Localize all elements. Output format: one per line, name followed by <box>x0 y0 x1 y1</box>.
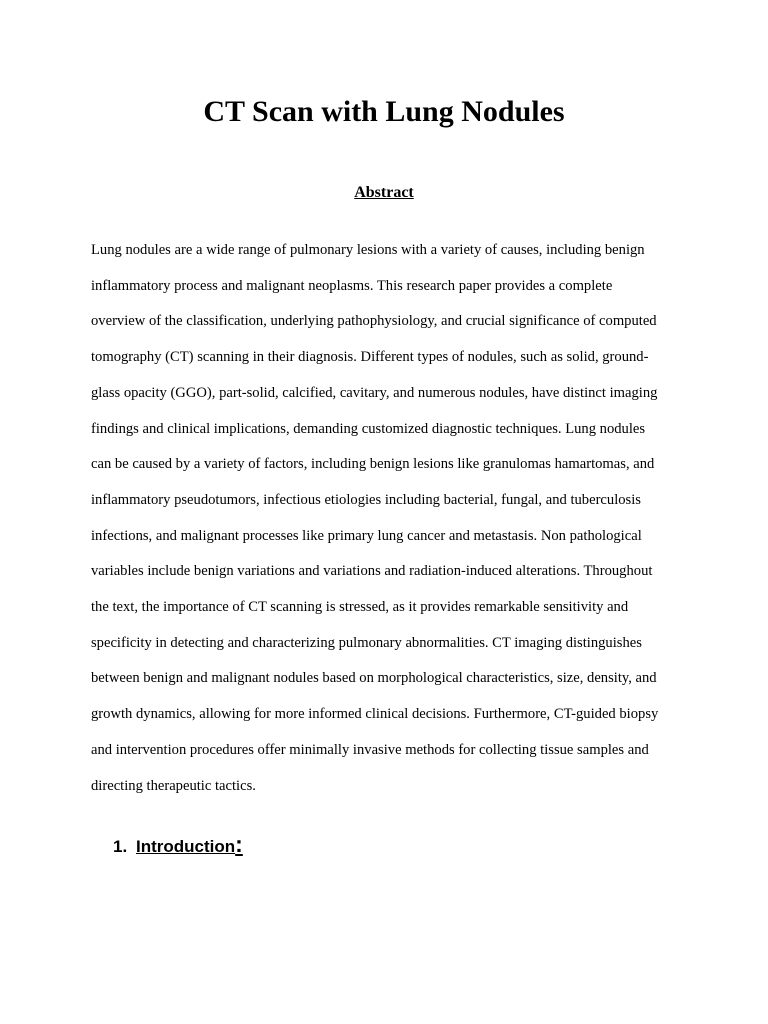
section-number: 1. <box>113 837 128 856</box>
abstract-line: infections, and malignant processes like primary lung cancer and metastasis. Non pathological <box>91 527 642 544</box>
section-colon: : <box>235 831 243 857</box>
abstract-line: the text, the importance of CT scanning is stressed, as it provides remarkable sensitivity and <box>91 599 629 616</box>
abstract-heading: Abstract <box>354 184 414 201</box>
abstract-body <box>91 233 691 804</box>
abstract-line: findings and clinical implications, demanding customized diagnostic techniques. Lung nodules <box>91 420 646 437</box>
abstract-line: between benign and malignant nodules based on morphological characteristics, size, density, and <box>91 670 657 687</box>
abstract-line: variables include benign variations and variations and radiation-induced alterations. Throughout <box>91 563 653 580</box>
abstract-line: inflammatory process and malignant neoplasms. This research paper provides a complete <box>91 277 613 294</box>
abstract-line: specificity in detecting and characterizing pulmonary abnormalities. CT imaging distinguishes <box>91 634 642 651</box>
abstract-line: growth dynamics, allowing for more informed clinical decisions. Furthermore, CT-guided biopsy <box>91 706 659 723</box>
abstract-line: Lung nodules are a wide range of pulmonary lesions with a variety of causes, including benign <box>91 242 645 258</box>
abstract-line: overview of the classification, underlying pathophysiology, and crucial significance of computed <box>91 313 657 330</box>
section-title: Introduction <box>136 837 236 856</box>
abstract-line: can be caused by a variety of factors, including benign lesions like granulomas hamartomas, and <box>91 456 655 473</box>
abstract-line: and intervention procedures offer minimally invasive methods for collecting tissue samples and <box>91 741 649 758</box>
abstract-line: inflammatory pseudotumors, infectious etiologies including bacterial, fungal, and tuberculosis <box>91 491 641 508</box>
abstract-line: directing therapeutic tactics. <box>91 777 256 794</box>
section-heading-introduction <box>113 830 243 861</box>
page-title: CT Scan with Lung Nodules <box>203 95 565 128</box>
abstract-line: glass opacity (GGO), part-solid, calcified, cavitary, and numerous nodules, have distinct imaging <box>91 384 658 401</box>
abstract-line: tomography (CT) scanning in their diagnosis. Different types of nodules, such as solid, ground- <box>91 349 649 366</box>
